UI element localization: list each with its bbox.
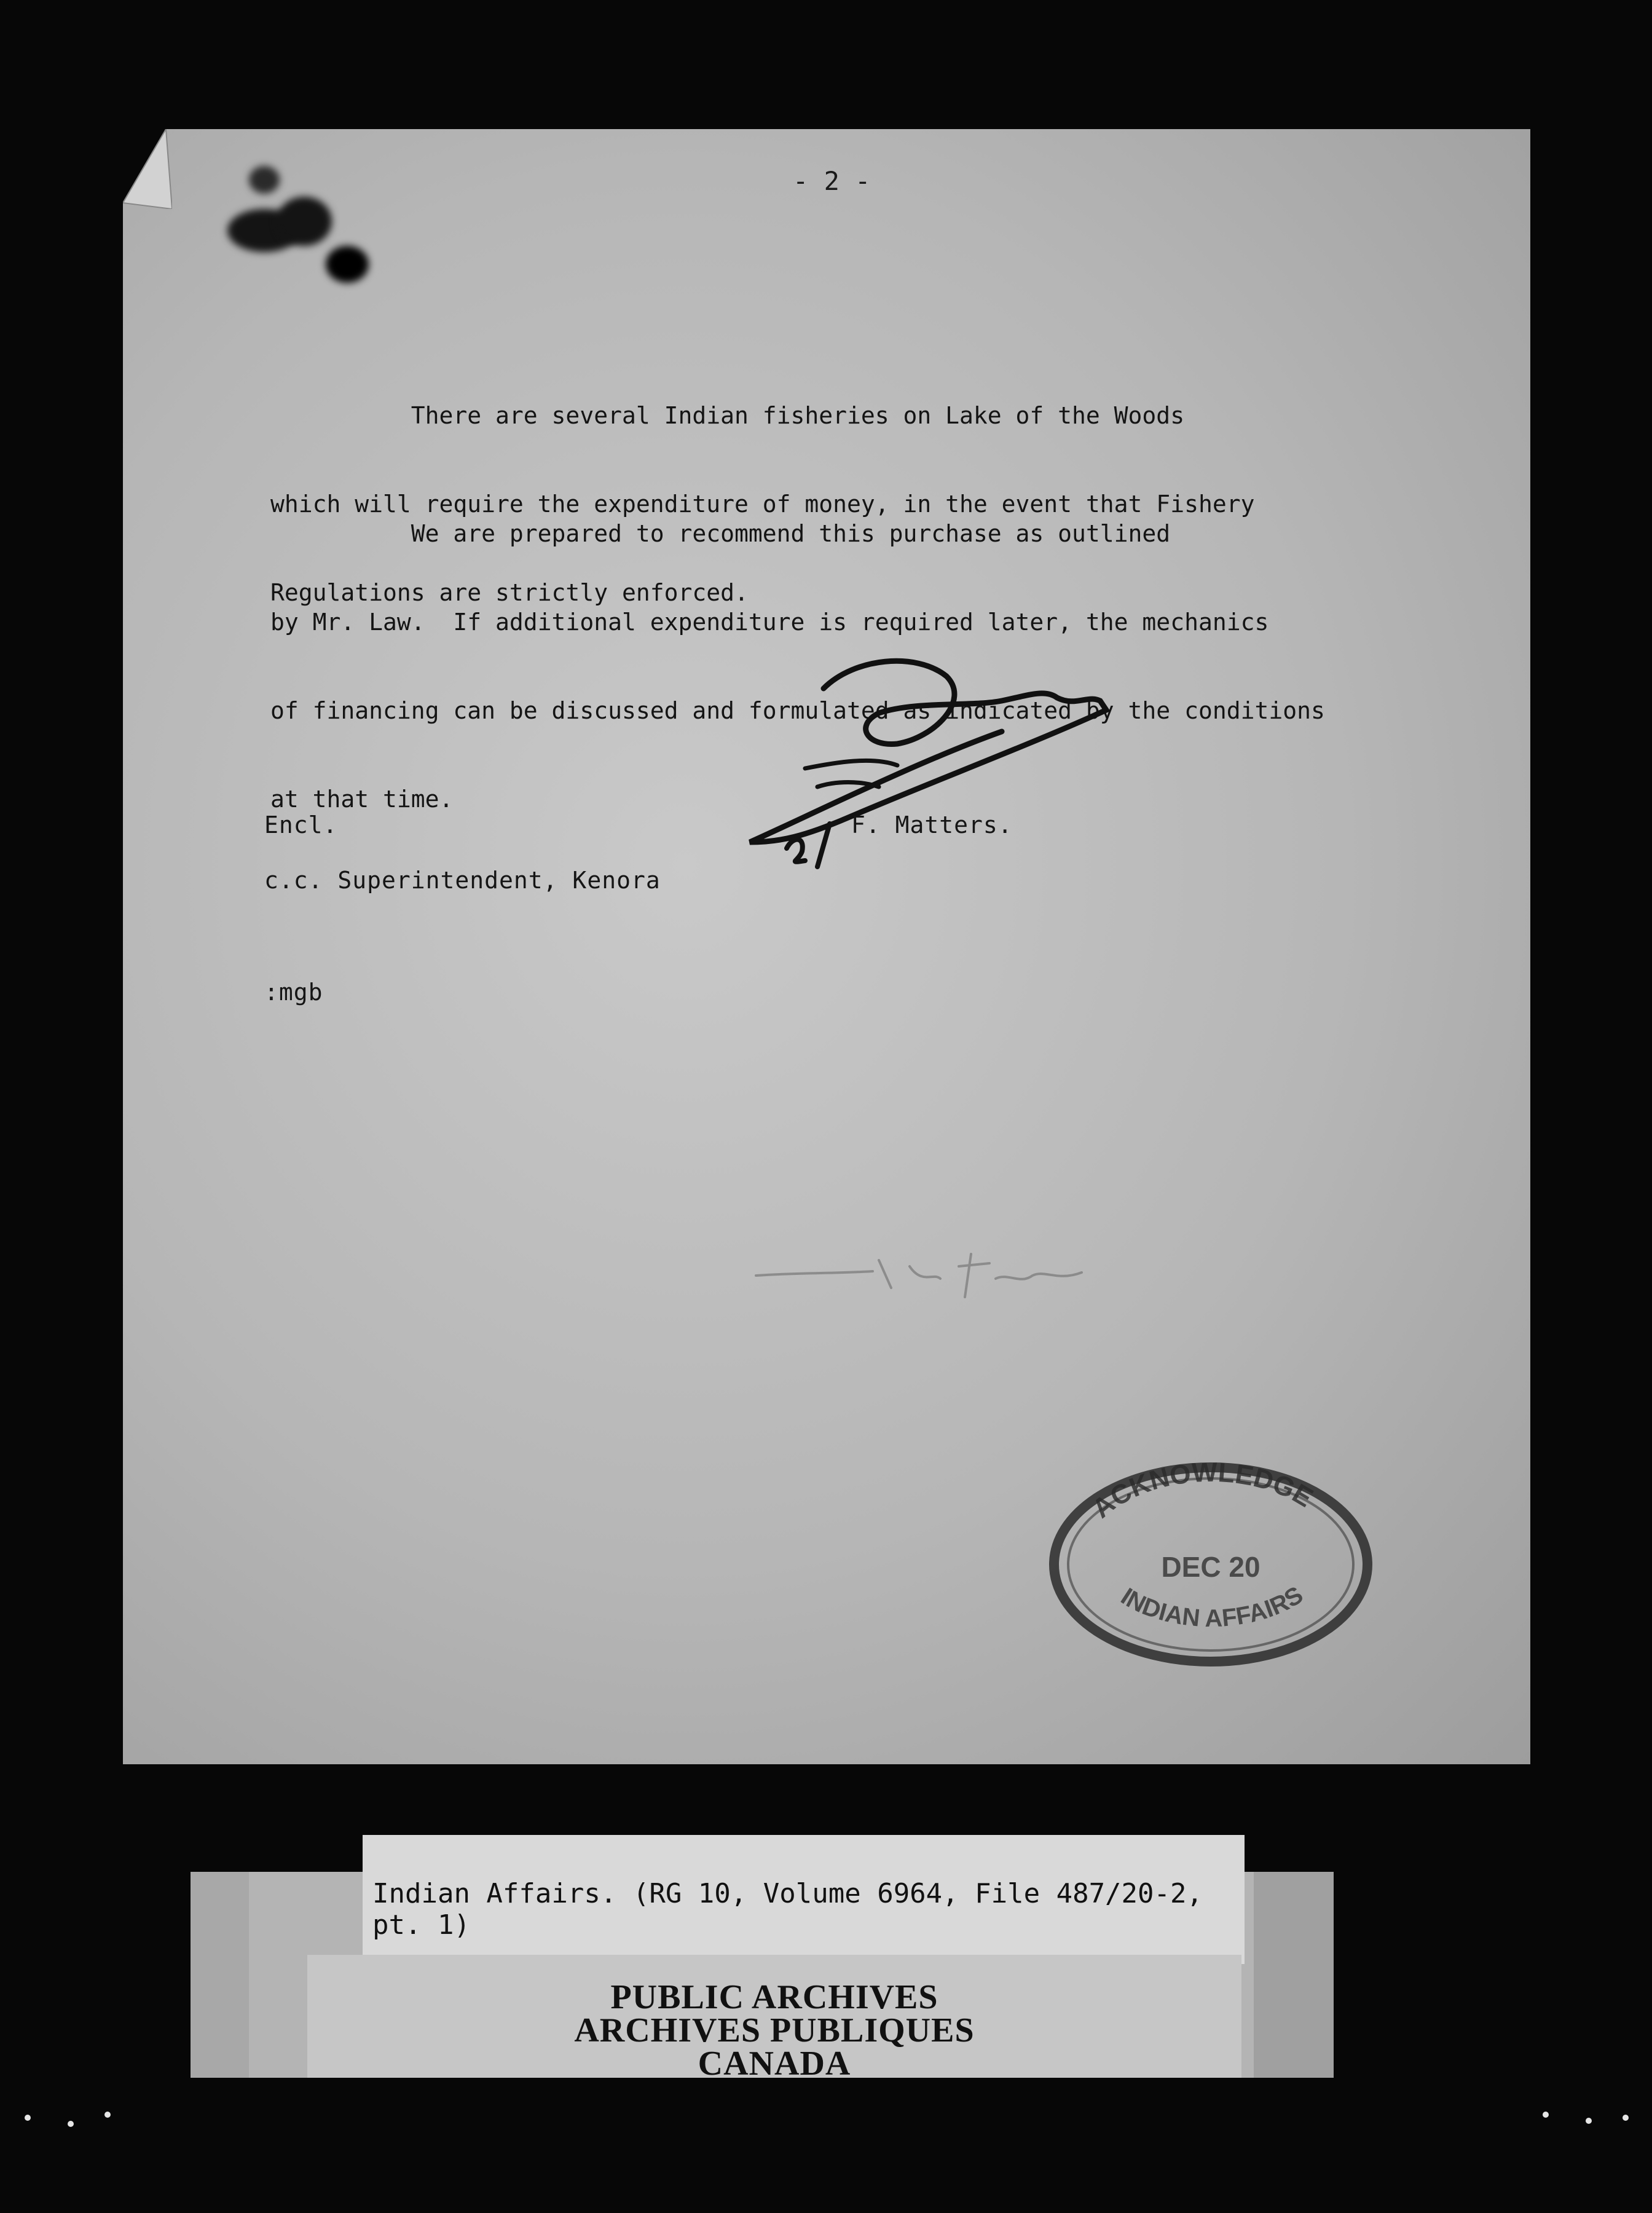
svg-text:ACKNOWLEDGE [1087,1458,1318,1525]
text-line: of financing can be discussed and formulated as indicated by the conditions [270,697,1325,724]
signatory-name: F. Matters. [851,811,1013,838]
archive-line-2: ARCHIVES PUBLIQUES [574,2011,975,2049]
text-line: by Mr. Law. If additional expenditure is required later, the mechanics [270,609,1269,636]
typist-initials: :mgb [264,979,323,1006]
text-line: There are several Indian fisheries on Lake of the Woods [270,402,1185,429]
card-left-tab [191,1872,249,2078]
carbon-copy-line: c.c. Superintendent, Kenora [264,867,661,894]
stamp-date: DEC 20 [1161,1551,1261,1583]
ink-smudge [277,197,332,246]
archive-reference-label [363,1835,1245,1964]
svg-text:INDIAN AFFAIRS [1116,1581,1308,1632]
stamp-bottom-text: INDIAN AFFAIRS [1116,1581,1308,1633]
text-line: Regulations are strictly enforced. [270,579,749,606]
ink-smudge [249,166,280,194]
pencil-scribble [750,1242,1094,1309]
film-speck [1586,2118,1592,2124]
film-speck [104,2112,111,2118]
text-line: We are prepared to recommend this purchase as outlined [270,520,1171,547]
film-speck [68,2121,74,2127]
archive-stamp-card [307,1955,1241,2083]
enclosure-note: Encl. [264,811,338,838]
film-speck [1543,2112,1549,2118]
corner-fold [123,129,172,209]
text-line: at that time. [270,786,454,813]
ink-smudge [326,246,369,283]
film-speck [25,2115,31,2121]
stamp-top-text: ACKNOWLEDGE [1087,1457,1318,1525]
archive-line-3: CANADA [698,2045,851,2083]
archive-line-1: PUBLIC ARCHIVES [610,1978,938,2016]
text-line: which will require the expenditure of money, in the event that Fishery [270,491,1255,518]
received-stamp [1039,1457,1383,1672]
film-speck [1622,2115,1629,2121]
archive-reference: Indian Affairs. (RG 10, Volume 6964, File 487/20-2, pt. 1) [372,1878,1203,1941]
page-number: - 2 - [793,166,871,196]
card-right-tab [1254,1872,1334,2078]
